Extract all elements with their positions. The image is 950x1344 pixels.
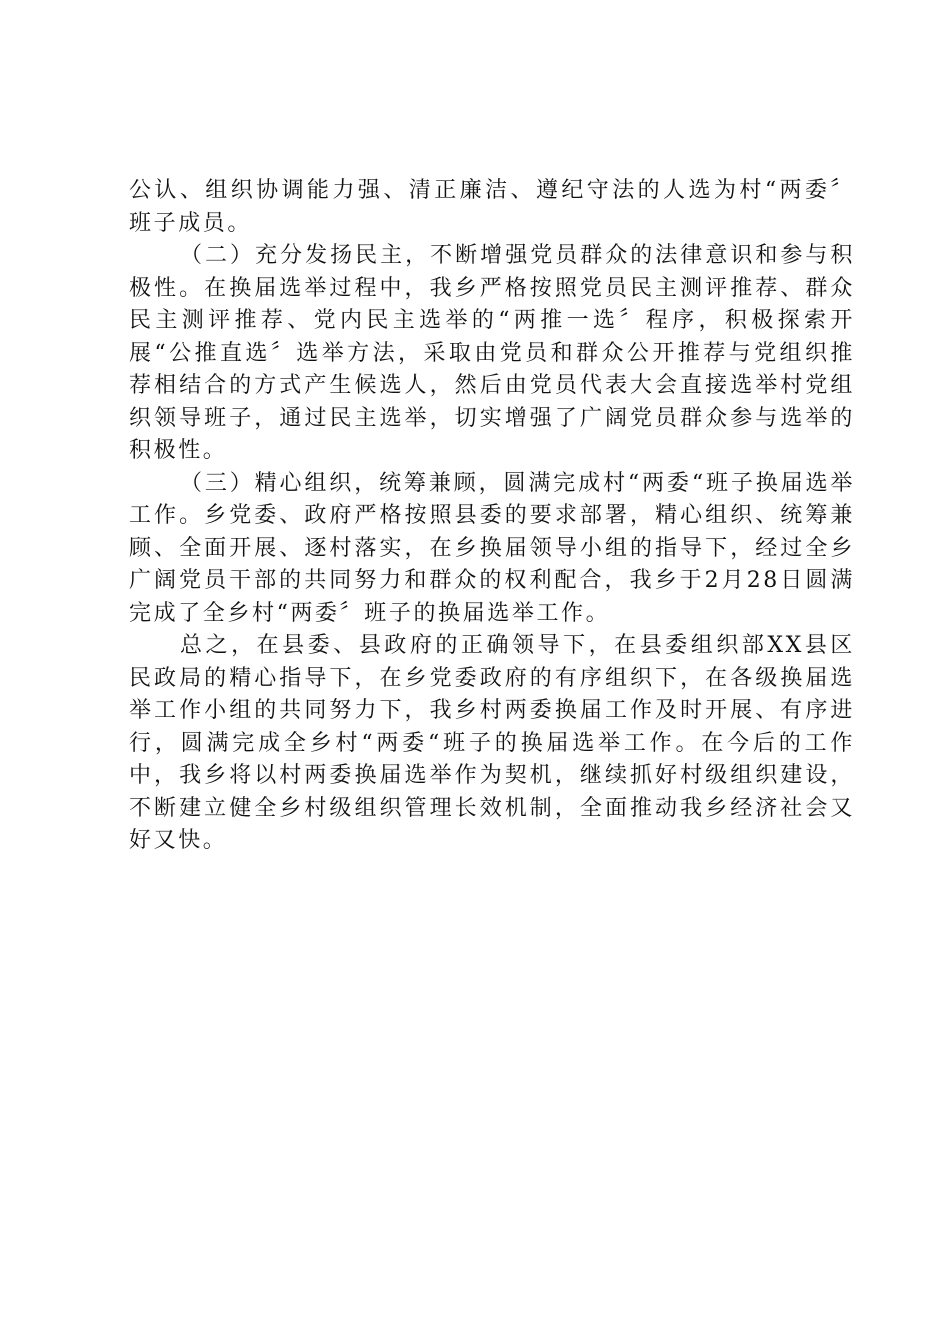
document-body (129, 175, 855, 858)
paragraph-continuation: 公认、组织协调能力强、清正廉洁、遵纪守法的人选为村“两委〞班子成员。 (129, 178, 855, 236)
paragraph-organization: （三）精心组织，统筹兼顾，圆满完成村“两委“班子换届选举工作。乡党委、政府严格按照县委的要求部署，精心组织、统筹兼顾、全面开展、逐村落实，在乡换届领导小组的指导下，经过全乡广阔党员干部的共同努力和群众的权利配合，我乡于2月28日圆满完成了全乡村“两委〞班子的换届选举工作。 (129, 470, 855, 626)
paragraph-democracy: （二）充分发扬民主，不断增强党员群众的法律意识和参与积极性。在换届选举过程中，我乡严格按照党员民主测评推荐、群众民主测评推荐、党内民主选举的“两推一选〞程序，积极探索开展“公推直选〞选举方法，采取由党员和群众公开推荐与党组织推荐相结合的方式产生候选人，然后由党员代表大会直接选举村党组织领导班子，通过民主选举，切实增强了广阔党员群众参与选举的积极性。 (129, 243, 855, 463)
paragraph-summary: 总之，在县委、县政府的正确领导下，在县委组织部XX县区民政局的精心指导下，在乡党委政府的有序组织下，在各级换届选举工作小组的共同努力下，我乡村两委换届工作及时开展、有序进行，圆满完成全乡村“两委“班子的换届选举工作。在今后的工作中，我乡将以村两委换届选举作为契机，继续抓好村级组织建设，不断建立健全乡村级组织管理长效机制，全面推动我乡经济社会又好又快。 (129, 633, 855, 853)
